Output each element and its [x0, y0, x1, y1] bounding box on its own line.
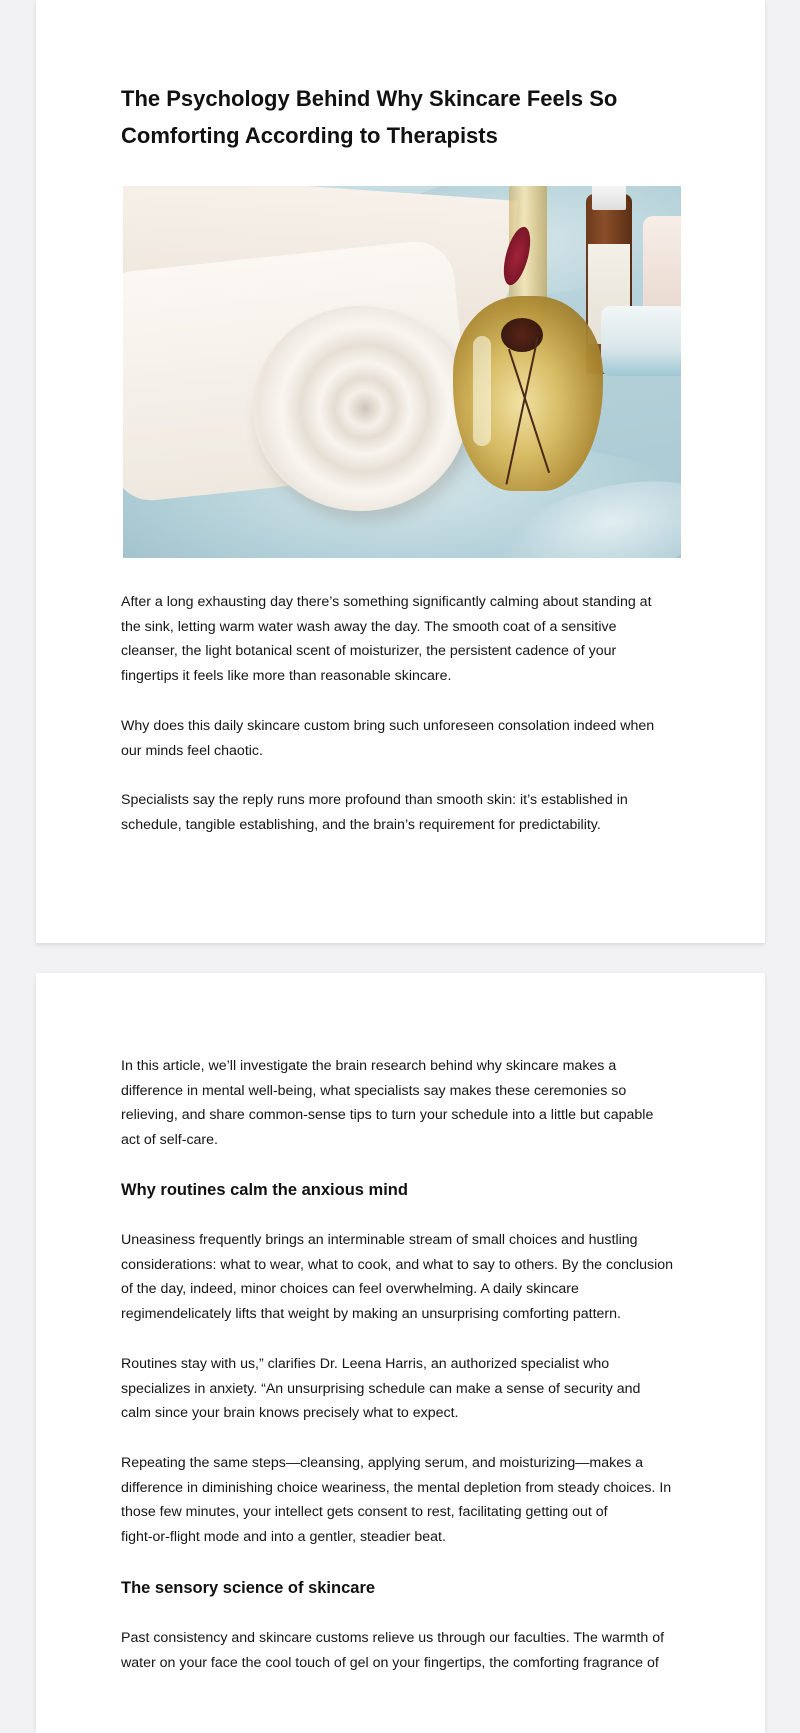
- text-line: of the day, indeed, minor choices can feel overwhelming. A daily skincare: [121, 1281, 579, 1298]
- text-line: specializes in anxiety. “An unsurprising schedule can make a sense of security and: [121, 1380, 641, 1397]
- section-heading: [121, 1178, 681, 1202]
- title-line-2: Comforting According to Therapists: [121, 123, 498, 148]
- section2-paragraph-1: [121, 1626, 681, 1675]
- document-page-1: [36, 0, 765, 943]
- text-line: Uneasiness frequently brings an interminable stream of small choices and hustling: [121, 1232, 638, 1248]
- text-line: water on your face the cool touch of gel on your fingertips, the comforting fragrance of: [121, 1654, 659, 1671]
- text-line: Repeating the same steps—cleansing, applying serum, and moisturizing—makes a: [121, 1455, 644, 1471]
- article-title: [121, 80, 681, 154]
- text-line: difference in diminishing choice weariness, the mental depletion from steady choices. In: [121, 1479, 672, 1496]
- text-line: Routines stay with us,” clarifies Dr. Leena Harris, an authorized specialist who: [121, 1356, 610, 1372]
- text-line: Past consistency and skincare customs relieve us through our faculties. The warmth of: [121, 1630, 665, 1646]
- section-heading: [121, 1576, 681, 1600]
- text-line: the sink, letting warm water wash away the day. The smooth coat of a sensitive: [121, 618, 617, 635]
- text-line: act of self-care.: [121, 1131, 218, 1148]
- text-line: those few minutes, your intellect gets consent to rest, facilitating getting out of: [121, 1504, 608, 1521]
- section1-paragraph-2: [121, 1352, 681, 1426]
- text-line: cleanser, the light botanical scent of moisturizer, the persistent cadence of your: [121, 643, 617, 660]
- section2-heading: The sensory science of skincare: [121, 1579, 376, 1597]
- paragraph-1: [121, 590, 681, 688]
- text-line: difference in mental well-being, what specialists say makes these ceremonies so: [121, 1082, 627, 1099]
- text-line: schedule, tangible establishing, and the brain’s requirement for predictability.: [121, 816, 601, 833]
- title-line-1: The Psychology Behind Why Skincare Feels So: [121, 86, 618, 111]
- text-line: fight-or-flight mode and into a gentler, steadier beat.: [121, 1528, 446, 1545]
- paragraph-3: [121, 788, 681, 837]
- text-line: relieving, and share common-sense tips to turn your schedule into a little but capable: [121, 1107, 654, 1124]
- text-line: After a long exhausting day there’s something significantly calming about standing at: [121, 594, 652, 610]
- text-line: considerations: what to wear, what to cook, and what to say to others. By the conclusion: [121, 1256, 674, 1273]
- paragraph-2: [121, 714, 681, 763]
- text-line: Specialists say the reply runs more profound than smooth skin: it’s established in: [121, 792, 628, 808]
- document-page-2: [36, 973, 765, 1733]
- section1-heading: Why routines calm the anxious mind: [121, 1181, 408, 1199]
- text-line: fingertips it feels like more than reasonable skincare.: [121, 667, 452, 684]
- text-line: our minds feel chaotic.: [121, 742, 263, 759]
- text-line: regimendelicately lifts that weight by making an unsurprising comforting pattern.: [121, 1305, 621, 1322]
- section1-paragraph-1: [121, 1228, 681, 1326]
- intro-paragraph: [121, 1054, 681, 1152]
- text-line: In this article, we’ll investigate the brain research behind why skincare makes a: [121, 1058, 617, 1074]
- section1-paragraph-3: [121, 1451, 681, 1549]
- text-line: calm since your brain knows precisely what to expect.: [121, 1405, 459, 1422]
- text-line: Why does this daily skincare custom bring such unforeseen consolation indeed when: [121, 718, 655, 734]
- hero-image-towels-and-oils: [123, 186, 681, 558]
